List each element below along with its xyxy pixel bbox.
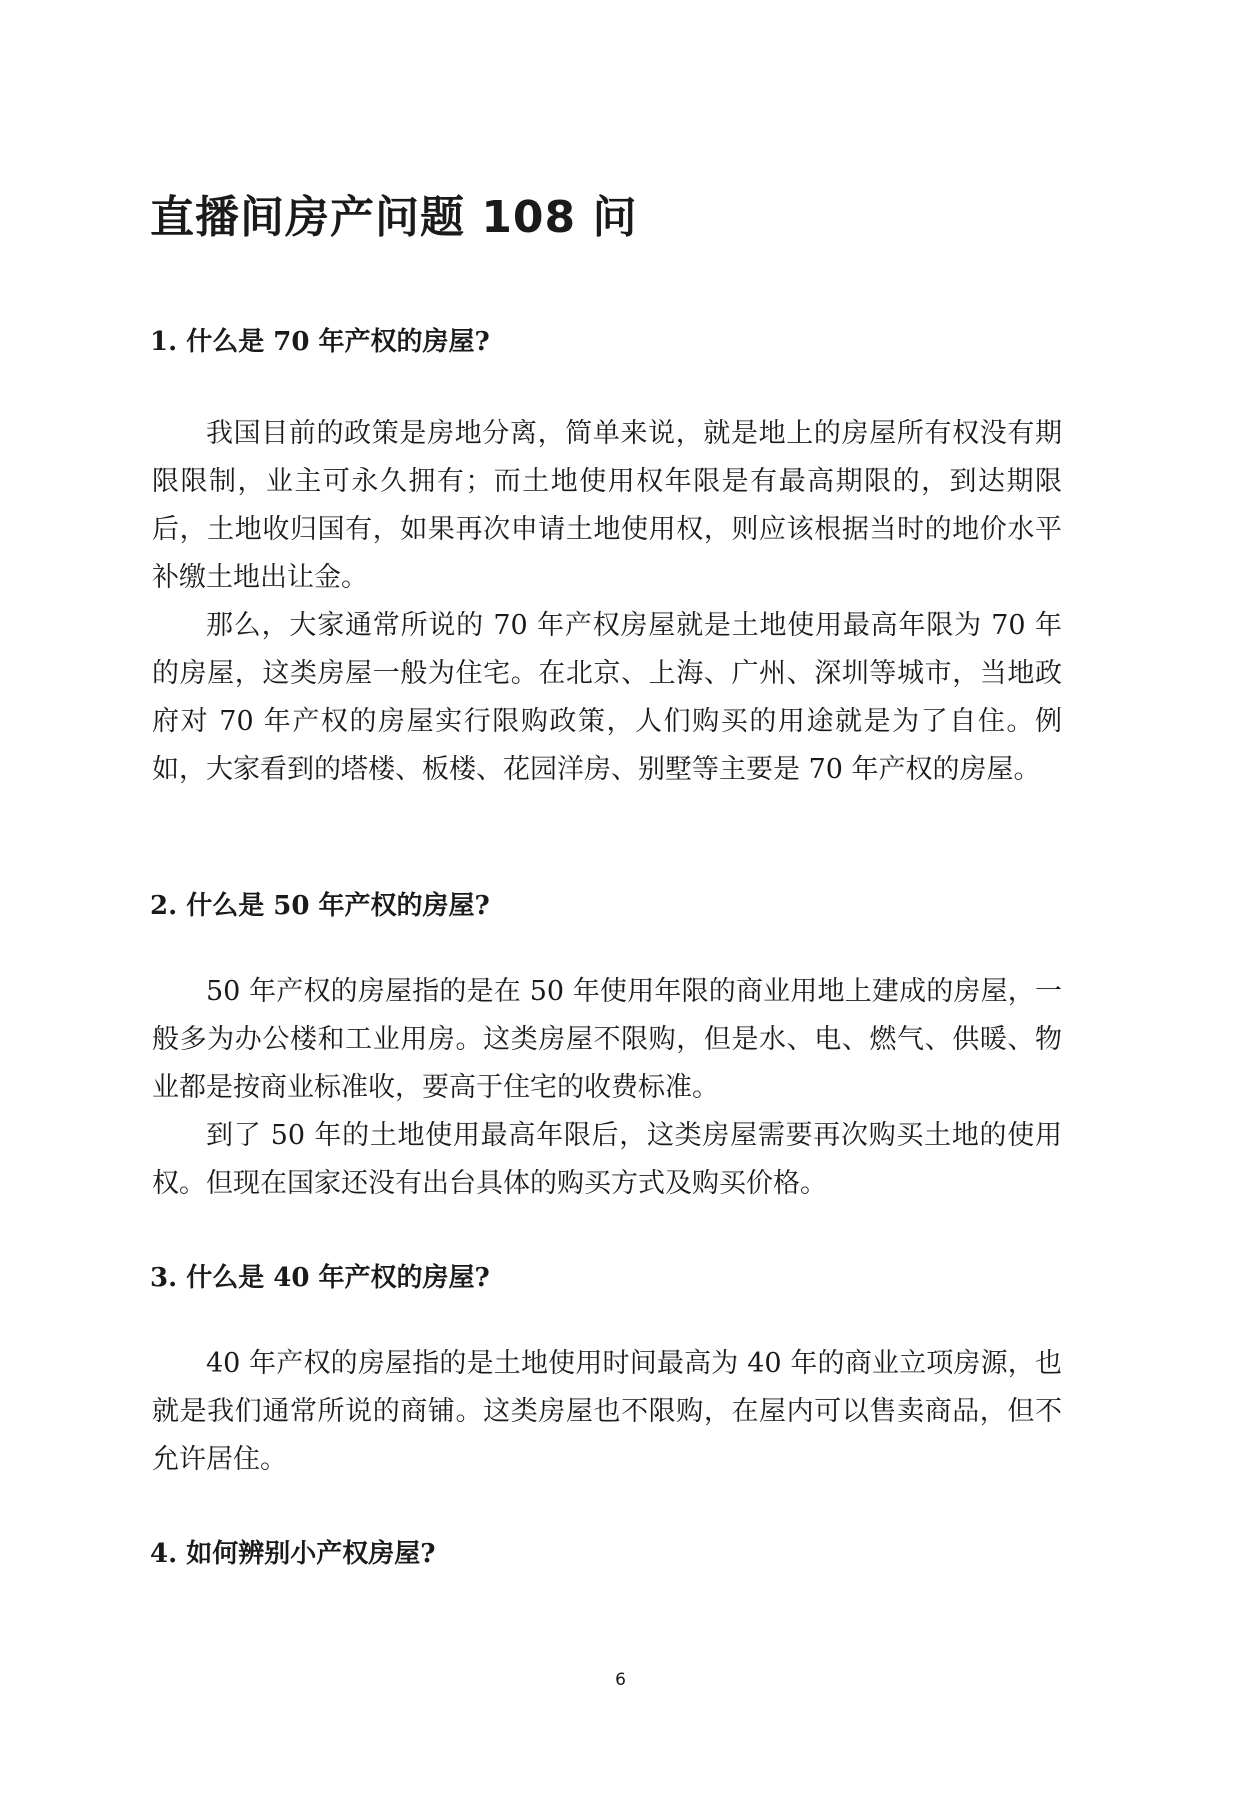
section-body-3 xyxy=(152,1340,1062,1484)
section-heading-3: 3. 什么是 40 年产权的房屋? xyxy=(150,1263,490,1293)
paragraph: 到了 50 年的土地使用最高年限后，这类房屋需要再次购买土地的使用权。但现在国家还没有出台具体的购买方式及购买价格。 xyxy=(152,1120,1062,1199)
paragraph: 那么，大家通常所说的 70 年产权房屋就是土地使用最高年限为 70 年的房屋，这类房屋一般为住宅。在北京、上海、广州、深圳等城市，当地政府对 70 年产权的房屋实行限购政策，人们购买的用途就是为了自住。例如，大家看到的塔楼、板楼、花园洋房、别墅等主要是 70 年产权的房屋。 xyxy=(152,610,1062,785)
page-title: 直播间房产问题 108 问 xyxy=(150,192,638,243)
section-heading-2: 2. 什么是 50 年产权的房屋? xyxy=(150,891,490,921)
page-number: 6 xyxy=(615,1670,626,1690)
paragraph: 我国目前的政策是房地分离，简单来说，就是地上的房屋所有权没有期限限制，业主可永久拥有；而土地使用权年限是有最高期限的，到达期限后，土地收归国有，如果再次申请土地使用权，则应该根据当时的地价水平补缴土地出让金。 xyxy=(152,418,1062,593)
paragraph: 50 年产权的房屋指的是在 50 年使用年限的商业用地上建成的房屋，一般多为办公楼和工业用房。这类房屋不限购，但是水、电、燃气、供暖、物业都是按商业标准收，要高于住宅的收费标准。 xyxy=(152,976,1062,1103)
section-body-2 xyxy=(152,968,1062,1208)
section-body-1 xyxy=(152,410,1062,794)
paragraph: 40 年产权的房屋指的是土地使用时间最高为 40 年的商业立项房源，也就是我们通常所说的商铺。这类房屋也不限购，在屋内可以售卖商品，但不允许居住。 xyxy=(152,1348,1062,1475)
section-heading-1: 1. 什么是 70 年产权的房屋? xyxy=(150,327,490,357)
section-heading-4: 4. 如何辨别小产权房屋? xyxy=(150,1539,436,1569)
